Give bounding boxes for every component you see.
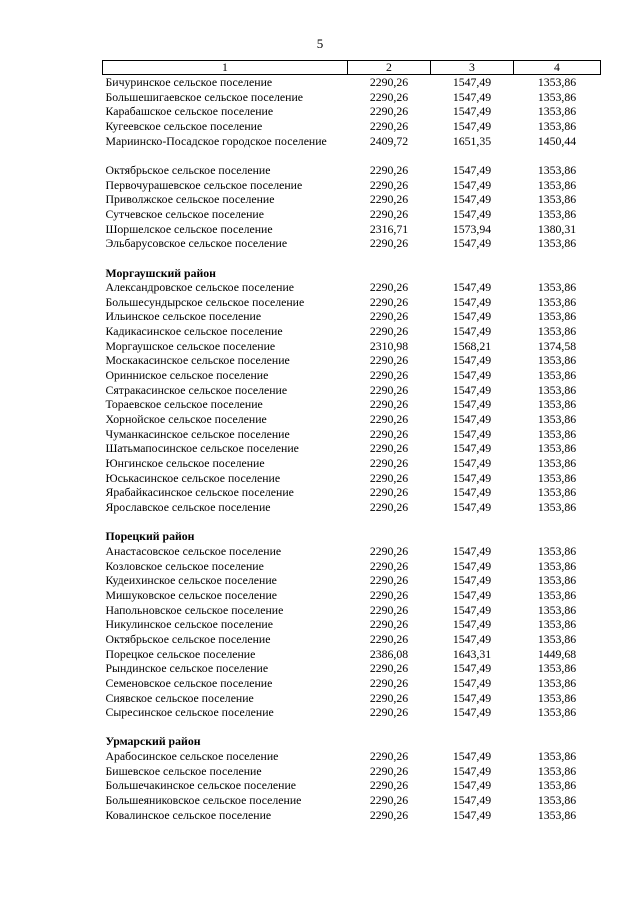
value-col-4: 1353,86 <box>537 485 577 500</box>
value-col-2: 2290,26 <box>369 793 409 808</box>
district-heading-row <box>103 734 601 749</box>
table-row <box>103 163 601 178</box>
table-row <box>103 280 601 295</box>
table-row <box>103 500 601 515</box>
settlement-name: Кудеихинское сельское поселение <box>105 573 277 588</box>
value-col-4: 1353,86 <box>537 324 577 339</box>
value-col-2: 2290,26 <box>369 763 409 778</box>
value-col-4: 1353,86 <box>537 353 577 368</box>
settlement-name: Шатьмапосинское сельское поселение <box>105 441 299 456</box>
value-col-4: 1353,86 <box>537 309 577 324</box>
settlement-name: Мишуковское сельское поселение <box>105 587 277 602</box>
value-col-3: 1547,49 <box>452 543 492 558</box>
settlement-name: Кугеевское сельское поселение <box>105 118 263 133</box>
value-col-2: 2290,26 <box>369 661 409 676</box>
value-col-3: 1547,49 <box>452 675 492 690</box>
value-col-3: 1547,49 <box>452 470 492 485</box>
table-header <box>103 61 601 75</box>
value-col-2: 2290,26 <box>369 705 409 720</box>
settlement-name: Большечакинское сельское поселение <box>105 778 297 793</box>
table-row <box>103 441 601 456</box>
value-col-3: 1547,49 <box>452 705 492 720</box>
table-row <box>103 764 601 779</box>
value-col-2: 2316,71 <box>369 221 409 236</box>
value-col-3: 1547,49 <box>452 104 492 119</box>
settlement-name: Кадикасинское сельское поселение <box>105 324 283 339</box>
value-col-2: 2290,26 <box>369 485 409 500</box>
value-col-3: 1568,21 <box>452 338 492 353</box>
district-heading-row <box>103 266 601 281</box>
value-col-4: 1353,86 <box>537 690 577 705</box>
value-col-4: 1353,86 <box>537 177 577 192</box>
value-col-4: 1353,86 <box>537 456 577 471</box>
value-col-3: 1547,49 <box>452 456 492 471</box>
settlement-name: Юськасинское сельское поселение <box>105 470 281 485</box>
value-col-4: 1353,86 <box>537 192 577 207</box>
value-col-3: 1547,49 <box>452 602 492 617</box>
value-col-2: 2290,26 <box>369 353 409 368</box>
settlement-name: Напольновское сельское поселение <box>105 602 284 617</box>
value-col-3: 1547,49 <box>452 631 492 646</box>
table-row <box>103 573 601 588</box>
value-col-2: 2290,26 <box>369 807 409 822</box>
column-header-4: 4 <box>514 61 601 75</box>
settlement-name: Семеновское сельское поселение <box>105 675 273 690</box>
settlement-name: Арабосинское сельское поселение <box>105 749 279 764</box>
value-col-2: 2310,98 <box>369 338 409 353</box>
table-row <box>103 353 601 368</box>
value-col-3: 1547,49 <box>452 192 492 207</box>
value-col-4: 1353,86 <box>537 75 577 89</box>
value-col-2: 2290,26 <box>369 470 409 485</box>
value-col-2: 2290,26 <box>369 749 409 764</box>
value-col-3: 1547,49 <box>452 324 492 339</box>
table-row <box>103 471 601 486</box>
value-col-4: 1353,86 <box>537 587 577 602</box>
value-col-4: 1353,86 <box>537 778 577 793</box>
settlement-name: Ярославское сельское поселение <box>105 500 271 514</box>
value-col-2: 2409,72 <box>369 133 409 148</box>
table-row <box>103 383 601 398</box>
value-col-3: 1547,49 <box>452 177 492 192</box>
value-col-4: 1353,86 <box>537 543 577 558</box>
table-row <box>103 295 601 310</box>
value-col-2: 2290,26 <box>369 778 409 793</box>
table-row <box>103 588 601 603</box>
value-col-4: 1353,86 <box>537 206 577 221</box>
value-col-4: 1353,86 <box>537 500 577 514</box>
settlement-name: Сыресинское сельское поселение <box>105 705 274 720</box>
value-col-4: 1353,86 <box>537 661 577 676</box>
settlement-name: Рындинское сельское поселение <box>105 661 269 676</box>
value-col-3: 1547,49 <box>452 309 492 324</box>
value-col-3: 1547,49 <box>452 793 492 808</box>
value-col-3: 1547,49 <box>452 807 492 822</box>
value-col-4: 1374,58 <box>537 338 577 353</box>
column-header-2: 2 <box>348 61 431 75</box>
value-col-3: 1547,49 <box>452 617 492 632</box>
table-row <box>103 192 601 207</box>
table-row <box>103 603 601 618</box>
value-col-2: 2290,26 <box>369 456 409 471</box>
settlement-name: Ярабайкасинское сельское поселение <box>105 485 294 500</box>
settlement-name: Сятракасинское сельское поселение <box>105 382 288 397</box>
settlement-name: Шоршелское сельское поселение <box>105 221 273 236</box>
value-col-4: 1353,86 <box>537 617 577 632</box>
value-col-3: 1547,49 <box>452 353 492 368</box>
value-col-2: 2290,26 <box>369 309 409 324</box>
value-col-2: 2386,08 <box>369 646 409 661</box>
value-col-4: 1353,86 <box>537 104 577 119</box>
settlement-name: Анастасовское сельское поселение <box>105 543 282 558</box>
value-col-3: 1547,49 <box>452 280 492 295</box>
district-heading-row <box>103 529 601 544</box>
value-col-3: 1547,49 <box>452 426 492 441</box>
value-col-3: 1573,94 <box>452 221 492 236</box>
tariff-table <box>102 60 601 822</box>
value-col-3: 1547,49 <box>452 441 492 456</box>
settlement-name: Бичуринское сельское поселение <box>105 75 273 89</box>
value-col-4: 1380,31 <box>537 221 577 236</box>
value-col-3: 1547,49 <box>452 368 492 383</box>
value-col-3: 1547,49 <box>452 382 492 397</box>
value-col-4: 1353,86 <box>537 602 577 617</box>
settlement-name: Большешигаевское сельское поселение <box>105 89 303 104</box>
table-row <box>103 222 601 237</box>
value-col-4: 1353,86 <box>537 118 577 133</box>
value-col-2: 2290,26 <box>369 177 409 192</box>
value-col-3: 1547,49 <box>452 763 492 778</box>
value-col-2: 2290,26 <box>369 162 409 177</box>
district-heading: Моргаушский район <box>105 265 216 280</box>
table-row <box>103 485 601 500</box>
settlement-name: Октябрьское сельское поселение <box>105 162 271 177</box>
value-col-2: 2290,26 <box>369 368 409 383</box>
value-col-4: 1353,86 <box>537 382 577 397</box>
table-row <box>103 134 601 163</box>
table-row <box>103 749 601 764</box>
settlement-name: Александровское сельское поселение <box>105 280 294 295</box>
value-col-4: 1353,86 <box>537 573 577 588</box>
settlement-name: Порецкое сельское поселение <box>105 646 256 661</box>
value-col-4: 1353,86 <box>537 749 577 764</box>
value-col-3: 1547,49 <box>452 573 492 588</box>
value-col-2: 2290,26 <box>369 426 409 441</box>
value-col-2: 2290,26 <box>369 236 409 251</box>
settlement-name: Карабашское сельское поселение <box>105 104 274 119</box>
value-col-3: 1547,49 <box>452 118 492 133</box>
value-col-2: 2290,26 <box>369 543 409 558</box>
value-col-3: 1547,49 <box>452 162 492 177</box>
table-row <box>103 808 601 823</box>
table-row <box>103 676 601 691</box>
settlement-name: Моргаушское сельское поселение <box>105 338 276 353</box>
value-col-2: 2290,26 <box>369 89 409 104</box>
section-spacer <box>103 251 601 266</box>
table-row <box>103 324 601 339</box>
settlement-name: Сиявское сельское поселение <box>105 690 254 705</box>
settlement-name: Первочурашевское сельское поселение <box>105 177 303 192</box>
value-col-3: 1547,49 <box>452 558 492 573</box>
settlement-name: Тораевское сельское поселение <box>105 397 263 412</box>
table-row <box>103 368 601 383</box>
value-col-3: 1547,49 <box>452 587 492 602</box>
value-col-2: 2290,26 <box>369 382 409 397</box>
settlement-name: Хорнойское сельское поселение <box>105 412 267 427</box>
settlement-name: Оринниское сельское поселение <box>105 368 269 383</box>
table-row <box>103 647 601 662</box>
table-row <box>103 119 601 134</box>
district-heading: Порецкий район <box>105 529 195 544</box>
settlement-name: Никулинское сельское поселение <box>105 617 273 632</box>
value-col-4: 1353,86 <box>537 368 577 383</box>
table-row <box>103 456 601 471</box>
value-col-3: 1547,49 <box>452 778 492 793</box>
table-row <box>103 75 601 90</box>
value-col-3: 1547,49 <box>452 690 492 705</box>
page-number: 5 <box>316 36 324 51</box>
value-col-3: 1547,49 <box>452 75 492 89</box>
table-row <box>103 178 601 193</box>
value-col-2: 2290,26 <box>369 280 409 295</box>
table-row <box>103 412 601 427</box>
settlement-name: Ильинское сельское поселение <box>105 309 262 324</box>
value-col-2: 2290,26 <box>369 294 409 309</box>
table-row <box>103 793 601 808</box>
settlement-name: Юнгинское сельское поселение <box>105 456 265 471</box>
value-col-4: 1353,86 <box>537 470 577 485</box>
settlement-name: Эльбарусовское сельское поселение <box>105 236 288 251</box>
table-row <box>103 691 601 706</box>
value-col-2: 2290,26 <box>369 397 409 412</box>
value-col-2: 2290,26 <box>369 558 409 573</box>
table-row <box>103 661 601 676</box>
value-col-2: 2290,26 <box>369 573 409 588</box>
value-col-4: 1353,86 <box>537 397 577 412</box>
value-col-4: 1449,68 <box>537 646 577 661</box>
value-col-3: 1547,49 <box>452 500 492 514</box>
section-spacer <box>103 515 601 530</box>
table-row <box>103 90 601 105</box>
value-col-4: 1353,86 <box>537 558 577 573</box>
settlement-name: Москакасинское сельское поселение <box>105 353 290 368</box>
value-col-4: 1353,86 <box>537 426 577 441</box>
table-row <box>103 778 601 793</box>
value-col-3: 1547,49 <box>452 397 492 412</box>
column-header-3: 3 <box>431 61 514 75</box>
value-col-3: 1547,49 <box>452 89 492 104</box>
settlement-name: Чуманкасинское сельское поселение <box>105 426 290 441</box>
value-col-3: 1651,35 <box>452 133 492 148</box>
value-col-3: 1547,49 <box>452 749 492 764</box>
value-col-3: 1643,31 <box>452 646 492 661</box>
value-col-4: 1353,86 <box>537 162 577 177</box>
value-col-2: 2290,26 <box>369 206 409 221</box>
settlement-name: Приволжское сельское поселение <box>105 192 275 207</box>
value-col-2: 2290,26 <box>369 118 409 133</box>
district-heading: Урмарский район <box>105 734 201 749</box>
table-row <box>103 427 601 442</box>
settlement-name: Козловское сельское поселение <box>105 558 264 573</box>
table-row <box>103 617 601 632</box>
value-col-3: 1547,49 <box>452 236 492 251</box>
settlement-name: Большеяниковское сельское поселение <box>105 793 302 808</box>
value-col-2: 2290,26 <box>369 631 409 646</box>
value-col-2: 2290,26 <box>369 192 409 207</box>
value-col-4: 1353,86 <box>537 807 577 822</box>
column-header-1: 1 <box>103 61 348 75</box>
value-col-4: 1353,86 <box>537 763 577 778</box>
value-col-4: 1353,86 <box>537 793 577 808</box>
section-spacer <box>103 720 601 735</box>
value-col-4: 1353,86 <box>537 631 577 646</box>
table-row <box>103 104 601 119</box>
table-row <box>103 309 601 324</box>
table-row <box>103 207 601 222</box>
value-col-2: 2290,26 <box>369 617 409 632</box>
settlement-name: Мариинско-Посадское городское поселение <box>105 133 327 148</box>
value-col-3: 1547,49 <box>452 206 492 221</box>
value-col-4: 1353,86 <box>537 412 577 427</box>
value-col-2: 2290,26 <box>369 602 409 617</box>
settlement-name: Октябрьское сельское поселение <box>105 631 271 646</box>
value-col-3: 1547,49 <box>452 294 492 309</box>
table-row <box>103 339 601 354</box>
settlement-name: Большесундырское сельское поселение <box>105 294 305 309</box>
value-col-4: 1353,86 <box>537 705 577 720</box>
value-col-2: 2290,26 <box>369 500 409 514</box>
value-col-4: 1450,44 <box>537 133 577 148</box>
value-col-4: 1353,86 <box>537 236 577 251</box>
value-col-2: 2290,26 <box>369 75 409 89</box>
table-row <box>103 544 601 559</box>
table-row <box>103 632 601 647</box>
value-col-2: 2290,26 <box>369 690 409 705</box>
value-col-2: 2290,26 <box>369 324 409 339</box>
settlement-name: Сутчевское сельское поселение <box>105 206 264 221</box>
value-col-2: 2290,26 <box>369 675 409 690</box>
value-col-2: 2290,26 <box>369 587 409 602</box>
value-col-4: 1353,86 <box>537 675 577 690</box>
value-col-4: 1353,86 <box>537 280 577 295</box>
value-col-4: 1353,86 <box>537 89 577 104</box>
value-col-3: 1547,49 <box>452 485 492 500</box>
table-row <box>103 397 601 412</box>
table-row <box>103 236 601 251</box>
value-col-2: 2290,26 <box>369 412 409 427</box>
table-body <box>103 75 601 823</box>
table-row <box>103 705 601 720</box>
value-col-4: 1353,86 <box>537 441 577 456</box>
settlement-name: Бишевское сельское поселение <box>105 763 262 778</box>
table-row <box>103 559 601 574</box>
value-col-3: 1547,49 <box>452 661 492 676</box>
value-col-4: 1353,86 <box>537 294 577 309</box>
value-col-2: 2290,26 <box>369 441 409 456</box>
value-col-2: 2290,26 <box>369 104 409 119</box>
value-col-3: 1547,49 <box>452 412 492 427</box>
settlement-name: Ковалинское сельское поселение <box>105 807 272 822</box>
